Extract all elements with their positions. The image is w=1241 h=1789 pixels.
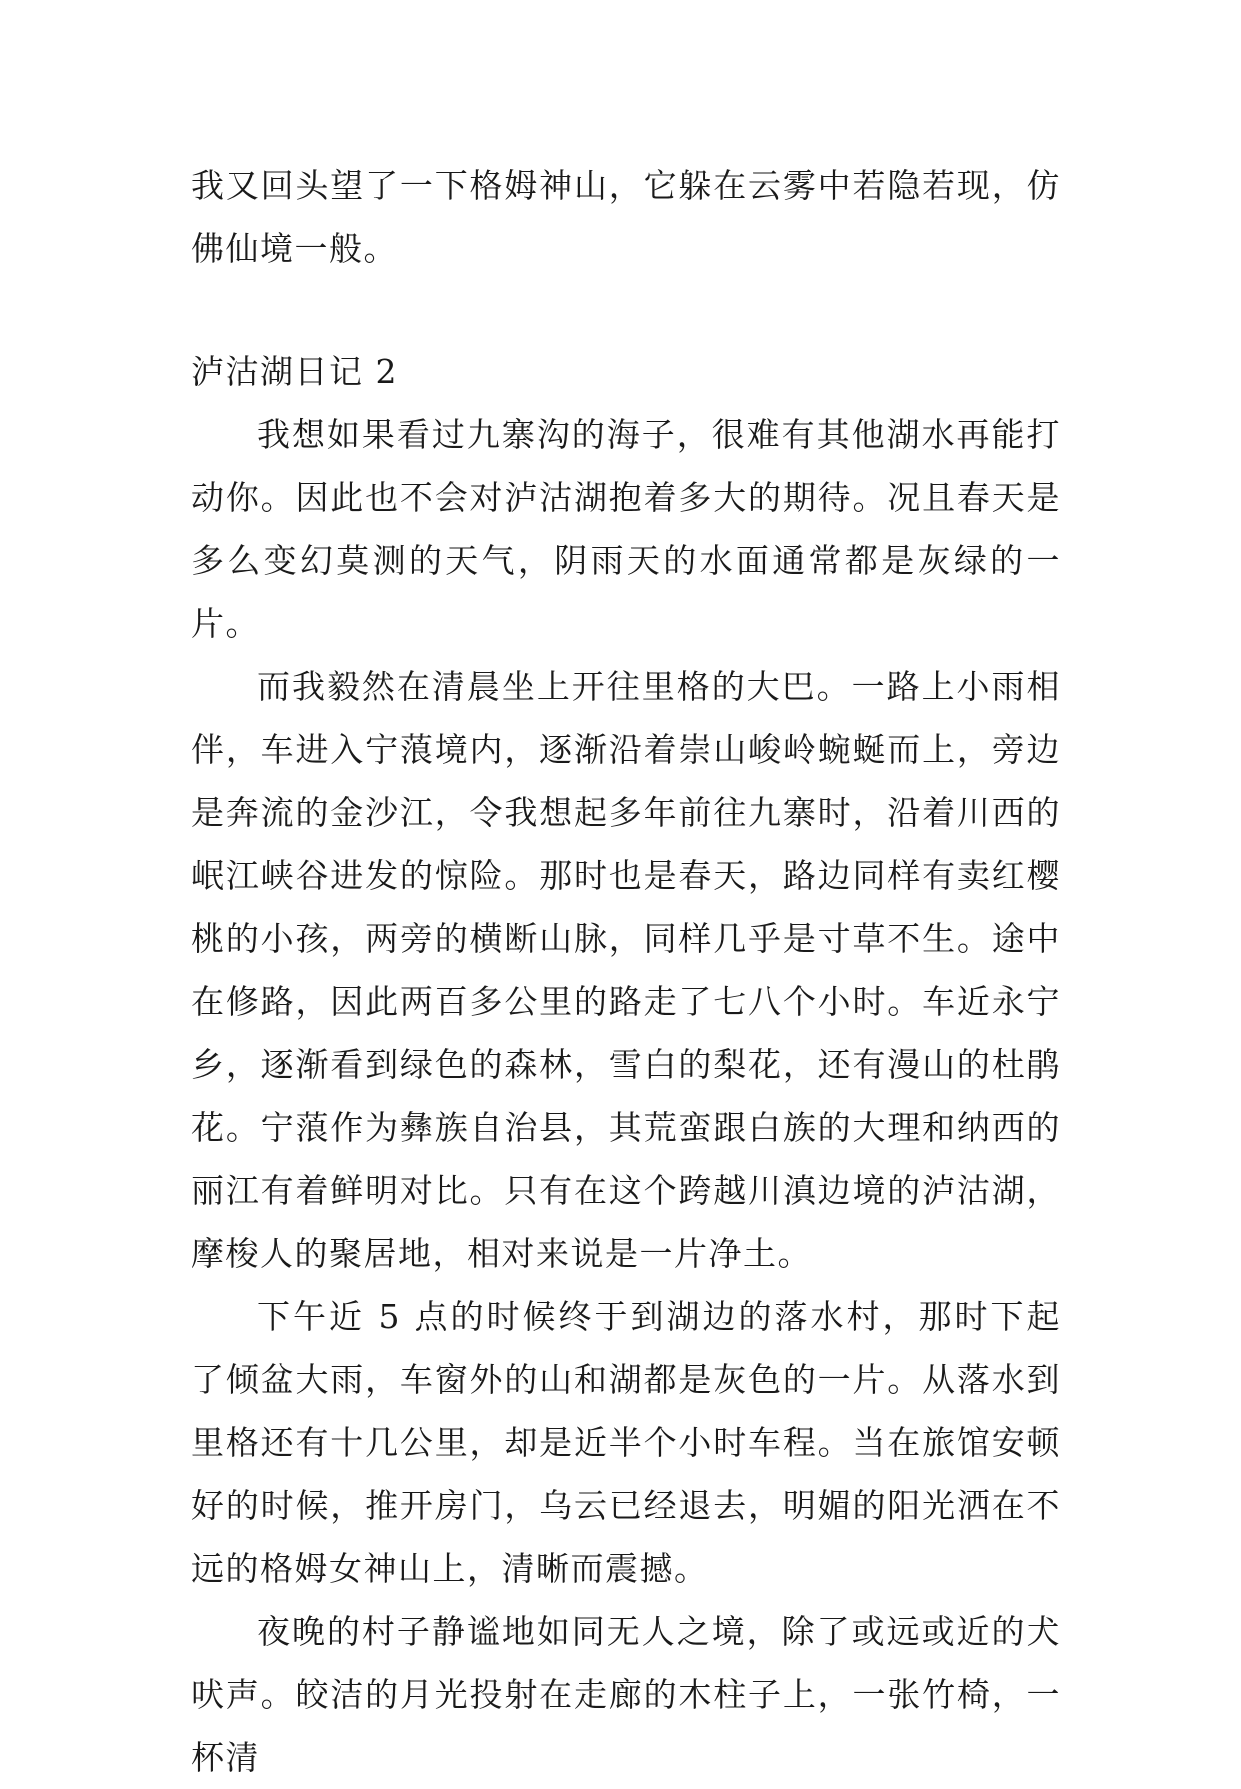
paragraph-2: 而我毅然在清晨坐上开往里格的大巴。一路上小雨相伴，车进入宁蒗境内，逐渐沿着崇山峻岭蜿蜒而上，旁边是奔流的金沙江，令我想起多年前往九寨时，沿着川西的岷江峡谷进发的惊险。那时也是春天，路边同样有卖红樱桃的小孩，两旁的横断山脉，同样几乎是寸草不生。途中在修路，因此两百多公里的路走了七八个小时。车近永宁乡，逐渐看到绿色的森林，雪白的梨花，还有漫山的杜鹃花。宁蒗作为彝族自治县，其荒蛮跟白族的大理和纳西的丽江有着鲜明对比。只有在这个跨越川滇边境的泸沽湖，摩梭人的聚居地，相对来说是一片净土。 <box>191 667 1061 1273</box>
paragraph-continued: 我又回头望了一下格姆神山，它躲在云雾中若隐若现，仿佛仙境一般。 <box>191 166 1061 268</box>
paragraph-1: 我想如果看过九寨沟的海子，很难有其他湖水再能打动你。因此也不会对泸沽湖抱着多大的期待。况且春天是多么变幻莫测的天气，阴雨天的水面通常都是灰绿的一片。 <box>191 415 1061 643</box>
paragraph-3: 下午近 5 点的时候终于到湖边的落水村，那时下起了倾盆大雨，车窗外的山和湖都是灰色的一片。从落水到里格还有十几公里，却是近半个小时车程。当在旅馆安顿好的时候，推开房门，乌云已经退去，明媚的阳光洒在不远的格姆女神山上，清晰而震撼。 <box>191 1297 1061 1588</box>
section-title: 泸沽湖日记 2 <box>191 352 398 391</box>
document-body <box>191 154 1061 1789</box>
paragraph-4: 夜晚的村子静谧地如同无人之境，除了或远或近的犬吠声。皎洁的月光投射在走廊的木柱子上，一张竹椅，一杯清 <box>191 1612 1061 1777</box>
